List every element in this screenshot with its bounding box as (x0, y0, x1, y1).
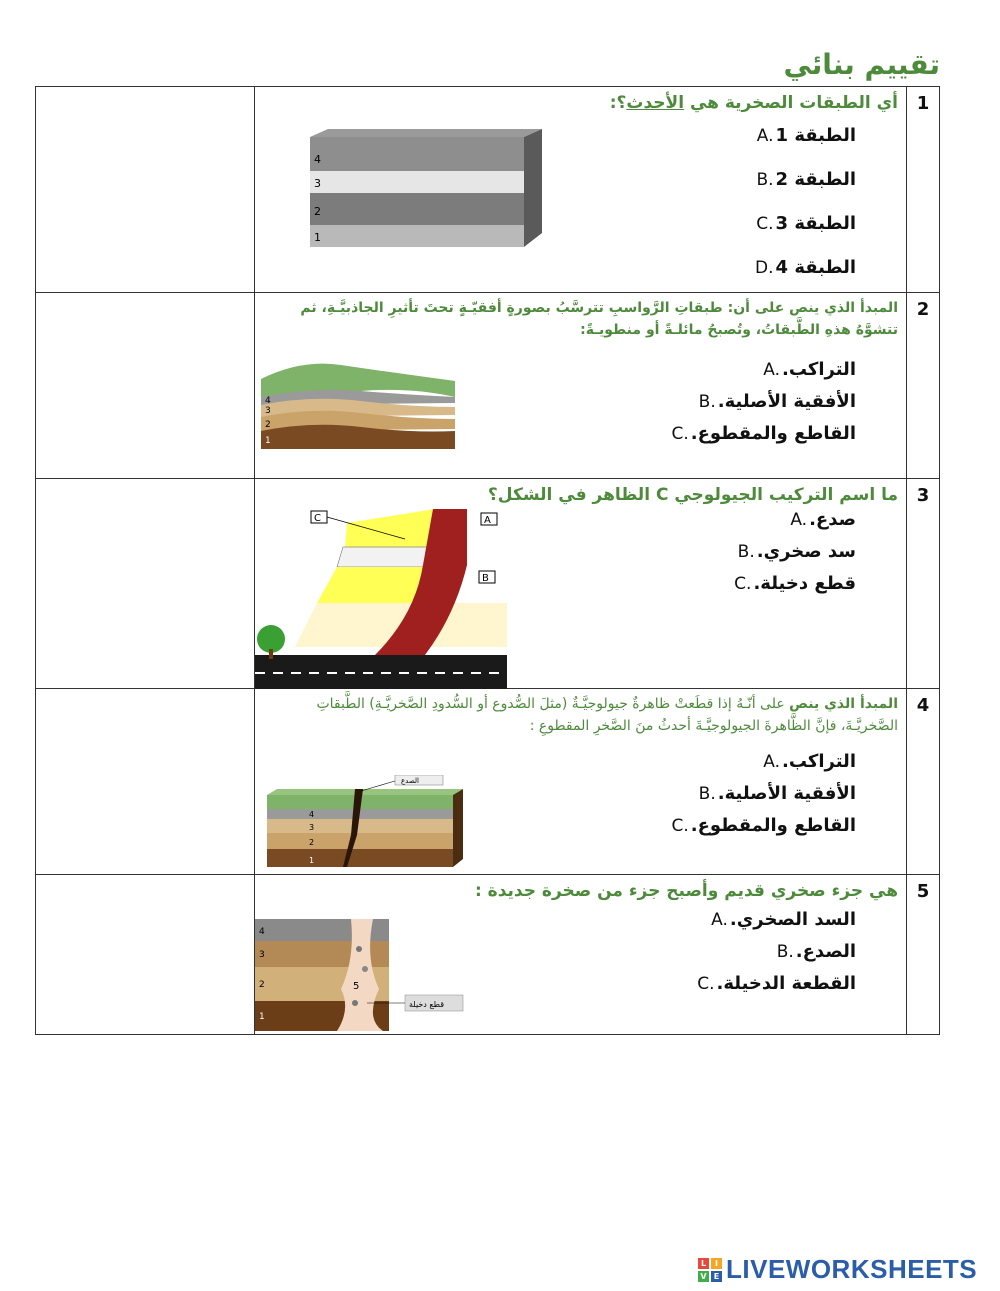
question-cell-5 (255, 875, 907, 1035)
question-number-4: 4 (907, 689, 940, 875)
option-2c[interactable]: C. القاطع والمقطوع. (671, 423, 856, 444)
option-4b[interactable]: B. الأفقية الأصلية. (698, 783, 856, 804)
option-2b[interactable]: B. الأفقية الأصلية. (698, 391, 856, 412)
question-number-3: 3 (907, 479, 940, 689)
question-cell-2 (255, 293, 907, 479)
inclusion-layer-label-1: 1 (259, 1012, 265, 1022)
option-1d[interactable]: D. الطبقة 4 (755, 257, 856, 278)
inclusion-figure (255, 919, 467, 1031)
fault-label: الصدع (401, 777, 419, 785)
answer-cell-5[interactable] (36, 875, 255, 1035)
option-4a[interactable]: A. التراكب. (763, 751, 856, 772)
answer-cell-3[interactable] (36, 479, 255, 689)
inclusion-layer-label-4: 4 (259, 927, 265, 937)
fault-layer-label-1: 1 (309, 856, 315, 865)
geologic-structure-figure (255, 505, 507, 689)
answer-cell-1[interactable] (36, 87, 255, 293)
fault-layer-label-4: 4 (309, 810, 315, 819)
option-3a[interactable]: A. صدع. (790, 509, 856, 530)
question-1-options (755, 125, 856, 301)
rock-layers-block-figure (310, 125, 545, 253)
fault-layers-figure (267, 775, 463, 867)
option-5a[interactable]: A. السد الصخري. (711, 909, 856, 930)
layer-label-4: 4 (314, 153, 321, 166)
question-4-options (671, 751, 856, 847)
question-2-prompt: المبدأ الذي ينص على أن: طبقاتِ الرَّواسبِ تترسَّبُ بصورةٍ أفقيّـةٍ تحتَ تأثيرِ الجاذبيَّـةِ، ثم تتشوَّهُ هذهِ الطَّبقاتُ، وتُصبحُ مائلـةً أو منطويـةً: (300, 300, 898, 338)
inclusion-label-5: 5 (353, 981, 360, 992)
fold-label-2: 2 (265, 420, 271, 430)
question-row-5 (36, 875, 940, 1035)
page-title: تقييم بنائي (783, 48, 940, 81)
question-3-prompt: ما اسم التركيب الجيولوجي C الظاهر في الشكل؟ (487, 485, 898, 505)
question-number-2: 2 (907, 293, 940, 479)
question-3-options (734, 509, 856, 605)
option-1b[interactable]: B. الطبقة 2 (756, 169, 856, 190)
option-5c[interactable]: C. القطعة الدخيلة. (697, 973, 856, 994)
question-table (35, 86, 940, 1035)
fault-layer-label-3: 3 (309, 823, 315, 832)
question-number-1: 1 (907, 87, 940, 293)
question-cell-1 (255, 87, 907, 293)
fold-label-1: 1 (265, 436, 271, 446)
question-2-options (671, 359, 856, 455)
option-1c[interactable]: C. الطبقة 3 (756, 213, 856, 234)
structure-label-c: C (314, 513, 321, 524)
question-4-prompt: المبدأ الذي ينص على أنّـهُ إذا قطَعتْ ظاهرةٌ جيولوجيَّـةٌ (مثلَ الصُّدوع أو السُّدودِ الصَّخريَّـةِ) الطَّبقاتِ الصَّخريَّـةَ، فإنَّ الظَّاهرةَ الجيولوجيَّـةَ أحدثُ منَ الصَّخرِ المقطوعِ : (316, 696, 898, 734)
option-3b[interactable]: B. سد صخري. (737, 541, 856, 562)
structure-label-b: B (482, 573, 489, 584)
question-row-2 (36, 293, 940, 479)
question-row-1 (36, 87, 940, 293)
question-1-prompt: أي الطبقات الصخرية هي الأحدث؟: (609, 93, 898, 113)
layer-label-1: 1 (314, 231, 321, 244)
liveworksheets-brand: LIVEWORKSHEETS (726, 1254, 978, 1284)
liveworksheets-logo-icon: L I V E (698, 1258, 722, 1282)
answer-cell-2[interactable] (36, 293, 255, 479)
inclusion-caption: قطع دخيلة (409, 1000, 445, 1009)
option-4c[interactable]: C. القاطع والمقطوع. (671, 815, 856, 836)
structure-label-a: A (484, 515, 491, 526)
layer-label-2: 2 (314, 205, 321, 218)
inclusion-layer-label-2: 2 (259, 980, 265, 990)
option-2a[interactable]: A. التراكب. (763, 359, 856, 380)
fault-layer-label-2: 2 (309, 838, 315, 847)
question-5-options (697, 909, 856, 1005)
question-5-prompt: هي جزء صخري قديم وأصبح جزء من صخرة جديدة : (474, 881, 898, 901)
layer-label-3: 3 (314, 177, 321, 190)
folded-layers-figure (261, 357, 457, 451)
question-cell-3 (255, 479, 907, 689)
question-cell-4 (255, 689, 907, 875)
answer-cell-4[interactable] (36, 689, 255, 875)
question-row-4 (36, 689, 940, 875)
option-5b[interactable]: B. الصدع. (776, 941, 856, 962)
option-1a[interactable]: A. الطبقة 1 (756, 125, 856, 146)
question-row-3 (36, 479, 940, 689)
fold-label-3: 3 (265, 406, 271, 416)
inclusion-layer-label-3: 3 (259, 950, 265, 960)
question-number-5: 5 (907, 875, 940, 1035)
option-3c[interactable]: C. قطع دخيلة. (734, 573, 856, 594)
fold-label-4: 4 (265, 396, 271, 406)
liveworksheets-footer[interactable] (698, 1254, 977, 1285)
